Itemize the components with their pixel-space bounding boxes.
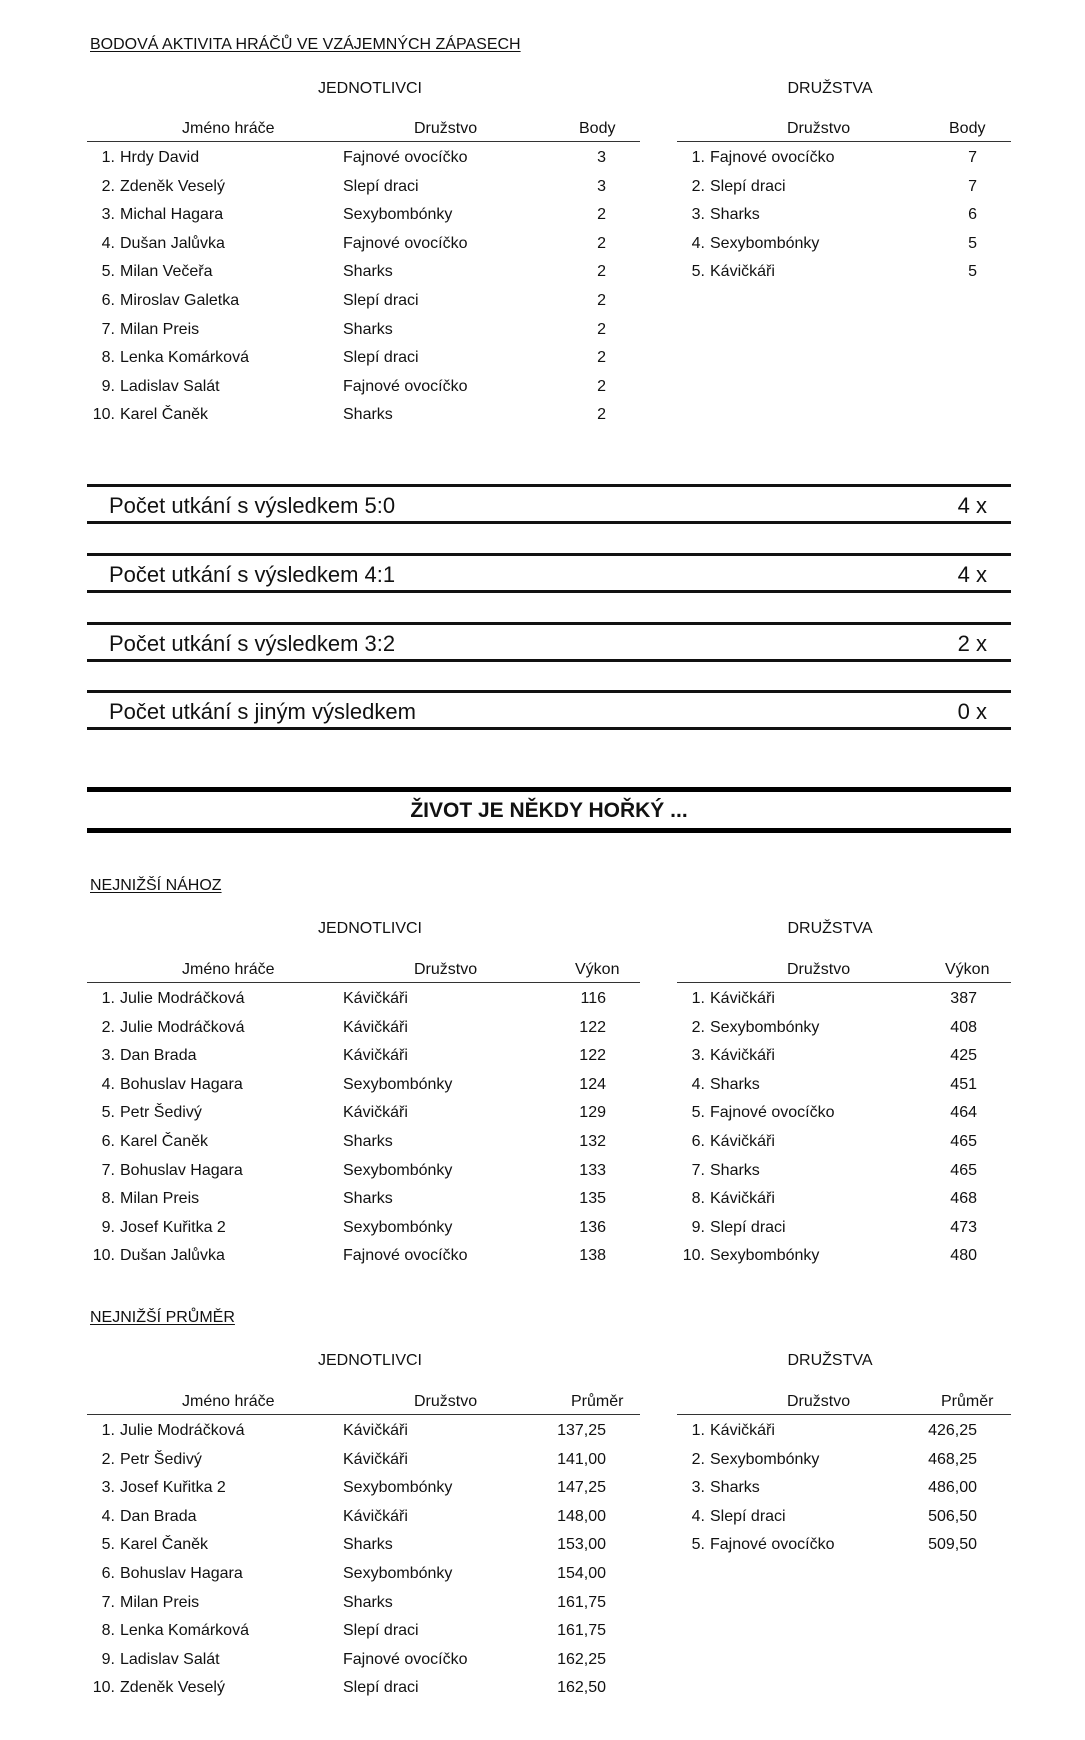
- rank: 10.: [92, 1679, 115, 1697]
- col-team: Družstvo: [414, 961, 478, 978]
- team-name: Sexybombónky: [343, 1161, 453, 1179]
- team-name: Fajnové ovocíčko: [343, 234, 468, 252]
- result-count-5-0: [87, 484, 1011, 524]
- value: 425: [950, 1047, 977, 1065]
- value: 124: [579, 1075, 606, 1093]
- table-row: [677, 1100, 1011, 1129]
- table-row: [677, 1043, 1011, 1072]
- team-name: Slepí draci: [343, 292, 419, 309]
- value: 7: [968, 149, 977, 166]
- player-name: Petr Šedivý: [120, 1104, 202, 1122]
- player-name: Julie Modráčková: [120, 1018, 245, 1036]
- value: 154,00: [557, 1565, 606, 1582]
- rank: 5.: [101, 263, 115, 281]
- team-name: Kávičkáři: [343, 1422, 408, 1439]
- col-team: Družstvo: [787, 1393, 851, 1410]
- points-individuals-table: [87, 118, 640, 438]
- team-name: Fajnové ovocíčko: [343, 149, 468, 166]
- result-count-4-1: [87, 553, 1011, 593]
- team-name: Fajnové ovocíčko: [710, 149, 835, 166]
- rank: 9.: [101, 1650, 115, 1668]
- rank: 4.: [101, 234, 115, 252]
- table-row: [677, 1243, 1011, 1272]
- team-name: Slepí draci: [343, 1622, 419, 1640]
- rank: 8.: [101, 1190, 115, 1208]
- player-name: Lenka Komárková: [120, 349, 249, 367]
- col-points: Body: [579, 120, 616, 137]
- value: 116: [580, 990, 606, 1007]
- value: 122: [579, 1047, 606, 1065]
- section-title-lowest-throw: NEJNIŽŠÍ NÁHOZ: [90, 877, 222, 894]
- table-row: [87, 1215, 640, 1244]
- table-row: [677, 1532, 1011, 1561]
- value: 3: [597, 177, 606, 195]
- rank: 1.: [691, 149, 705, 166]
- team-name: Kávičkáři: [343, 1047, 408, 1065]
- individuals-heading: JEDNOTLIVCI: [317, 920, 422, 937]
- team-name: Sharks: [343, 406, 393, 424]
- team-name: Sexybombónky: [710, 1450, 820, 1468]
- table-row: [87, 345, 640, 374]
- rank: 3.: [691, 1479, 705, 1497]
- table-row: [677, 1186, 1011, 1215]
- rank: 2.: [101, 1450, 115, 1468]
- table-row: [87, 288, 640, 317]
- table-row: [87, 317, 640, 346]
- team-name: Sharks: [343, 320, 393, 338]
- value: 7: [968, 177, 977, 195]
- col-team: Družstvo: [414, 1393, 478, 1410]
- team-name: Sharks: [343, 1536, 393, 1554]
- rank: 2.: [691, 177, 705, 195]
- rank: 6.: [101, 292, 115, 309]
- rank: 8.: [101, 349, 115, 367]
- table-header: [87, 959, 640, 983]
- team-name: Sexybombónky: [343, 1565, 453, 1582]
- player-name: Dan Brada: [120, 1507, 197, 1525]
- player-name: Ladislav Salát: [120, 1650, 220, 1668]
- team-name: Slepí draci: [710, 177, 786, 195]
- team-name: Sexybombónky: [343, 1075, 453, 1093]
- rank: 4.: [691, 1075, 705, 1093]
- result-count: 4 x: [957, 562, 987, 587]
- value: 162,25: [557, 1650, 606, 1668]
- rank: 7.: [691, 1161, 705, 1179]
- teams-heading: DRUŽSTVA: [787, 80, 873, 97]
- team-name: Kávičkáři: [343, 1507, 408, 1525]
- value: 161,75: [557, 1593, 606, 1611]
- value: 468: [950, 1190, 977, 1208]
- rank: 5.: [691, 1536, 705, 1554]
- team-name: Kávičkáři: [710, 263, 775, 281]
- team-name: Kávičkáři: [343, 1450, 408, 1468]
- table-row: [87, 1561, 640, 1590]
- rank: 2.: [101, 1018, 115, 1036]
- rank: 3.: [691, 1047, 705, 1065]
- result-count: 4 x: [957, 493, 987, 518]
- team-name: Sharks: [710, 206, 760, 224]
- table-row: [677, 1215, 1011, 1244]
- player-name: Dušan Jalůvka: [120, 234, 225, 252]
- result-count-3-2: [87, 622, 1011, 662]
- player-name: Josef Kuřitka 2: [120, 1218, 226, 1236]
- value: 426,25: [928, 1422, 977, 1439]
- table-row: [87, 402, 640, 431]
- value: 2: [597, 263, 606, 281]
- col-average: Průměr: [571, 1393, 624, 1410]
- value: 486,00: [928, 1479, 977, 1497]
- result-label: Počet utkání s výsledkem 4:1: [109, 562, 396, 587]
- rank: 9.: [101, 1218, 115, 1236]
- col-team: Družstvo: [787, 120, 851, 137]
- rank: 9.: [691, 1218, 705, 1236]
- result-label: Počet utkání s výsledkem 5:0: [109, 493, 396, 518]
- rank: 7.: [101, 320, 115, 338]
- team-name: Sharks: [343, 263, 393, 281]
- value: 2: [597, 320, 606, 338]
- value: 137,25: [557, 1422, 606, 1439]
- rank: 3.: [101, 206, 115, 224]
- table-row: [87, 1590, 640, 1619]
- value: 148,00: [557, 1507, 606, 1525]
- table-row: [87, 1100, 640, 1129]
- rank: 10.: [92, 1247, 115, 1265]
- result-count: 0 x: [957, 699, 987, 724]
- table-row: [87, 1675, 640, 1704]
- lowest-average-teams-table: [677, 1391, 1011, 1591]
- col-team: Družstvo: [787, 961, 851, 978]
- col-player-name: Jméno hráče: [182, 961, 275, 978]
- value: 147,25: [557, 1479, 606, 1497]
- banner: [87, 787, 1011, 833]
- rank: 5.: [691, 263, 705, 281]
- team-name: Sharks: [710, 1075, 760, 1093]
- rank: 1.: [101, 149, 115, 166]
- rank: 1.: [691, 1422, 705, 1439]
- team-name: Kávičkáři: [343, 1104, 408, 1122]
- table-row: [677, 1504, 1011, 1533]
- team-name: Sexybombónky: [343, 1479, 453, 1497]
- table-row: [87, 231, 640, 260]
- rank: 2.: [691, 1018, 705, 1036]
- value: 451: [950, 1075, 977, 1093]
- value: 464: [950, 1104, 977, 1122]
- table-row: [677, 202, 1011, 231]
- value: 2: [597, 206, 606, 224]
- player-name: Dušan Jalůvka: [120, 1247, 225, 1265]
- table-row: [677, 259, 1011, 288]
- player-name: Hrdy David: [120, 149, 200, 166]
- table-row: [87, 1532, 640, 1561]
- player-name: Zdeněk Veselý: [120, 177, 225, 195]
- individuals-heading: JEDNOTLIVCI: [317, 1352, 422, 1369]
- table-row: [87, 1647, 640, 1676]
- value: 509,50: [928, 1536, 977, 1554]
- team-name: Sharks: [710, 1479, 760, 1497]
- table-row: [87, 1072, 640, 1101]
- player-name: Miroslav Galetka: [120, 292, 240, 309]
- table-row: [677, 231, 1011, 260]
- lowest-throw-individuals-table: [87, 959, 640, 1279]
- table-row: [677, 1072, 1011, 1101]
- player-name: Dan Brada: [120, 1047, 197, 1065]
- value: 2: [597, 377, 606, 395]
- team-name: Kávičkáři: [343, 1018, 408, 1036]
- value: 136: [579, 1218, 606, 1236]
- result-label: Počet utkání s výsledkem 3:2: [109, 631, 396, 656]
- banner-text: ŽIVOT JE NĚKDY HOŘKÝ ...: [410, 799, 688, 822]
- table-row: [87, 986, 640, 1015]
- result-count: 2 x: [957, 631, 987, 656]
- player-name: Josef Kuřitka 2: [120, 1479, 226, 1497]
- value: 465: [950, 1161, 977, 1179]
- table-row: [87, 1129, 640, 1158]
- player-name: Lenka Komárková: [120, 1622, 249, 1640]
- table-row: [87, 1043, 640, 1072]
- rank: 4.: [691, 1507, 705, 1525]
- table-row: [87, 374, 640, 403]
- team-name: Slepí draci: [343, 349, 419, 367]
- section-title-points: BODOVÁ AKTIVITA HRÁČŮ VE VZÁJEMNÝCH ZÁPASECH: [90, 36, 521, 53]
- rank: 5.: [101, 1104, 115, 1122]
- team-name: Sharks: [343, 1593, 393, 1611]
- rank: 3.: [691, 206, 705, 224]
- table-row: [87, 1618, 640, 1647]
- rank: 1.: [691, 990, 705, 1007]
- table-row: [677, 174, 1011, 203]
- rank: 6.: [691, 1133, 705, 1150]
- rank: 2.: [691, 1450, 705, 1468]
- table-header: [87, 118, 640, 142]
- player-name: Milan Preis: [120, 1593, 200, 1611]
- player-name: Michal Hagara: [120, 206, 224, 224]
- table-row: [87, 1243, 640, 1272]
- team-name: Fajnové ovocíčko: [343, 1247, 468, 1265]
- player-name: Bohuslav Hagara: [120, 1565, 243, 1582]
- value: 2: [597, 349, 606, 367]
- team-name: Kávičkáři: [710, 1133, 775, 1150]
- team-name: Sharks: [343, 1133, 393, 1150]
- table-row: [87, 1475, 640, 1504]
- table-row: [87, 1015, 640, 1044]
- team-name: Slepí draci: [343, 177, 419, 195]
- team-name: Fajnové ovocíčko: [710, 1536, 835, 1554]
- rank: 4.: [101, 1075, 115, 1093]
- rank: 1.: [101, 990, 115, 1007]
- rank: 7.: [101, 1161, 115, 1179]
- col-average: Průměr: [941, 1393, 994, 1410]
- value: 2: [597, 234, 606, 252]
- table-row: [87, 174, 640, 203]
- table-header: [677, 959, 1011, 983]
- value: 408: [950, 1018, 977, 1036]
- value: 506,50: [928, 1507, 977, 1525]
- player-name: Karel Čaněk: [120, 1536, 209, 1554]
- team-name: Sexybombónky: [710, 1247, 820, 1265]
- team-name: Sharks: [710, 1161, 760, 1179]
- player-name: Petr Šedivý: [120, 1450, 202, 1468]
- player-name: Bohuslav Hagara: [120, 1075, 243, 1093]
- value: 135: [579, 1190, 606, 1208]
- col-points: Body: [949, 120, 986, 137]
- team-name: Fajnové ovocíčko: [710, 1104, 835, 1122]
- value: 133: [579, 1161, 606, 1179]
- team-name: Slepí draci: [343, 1679, 419, 1697]
- rank: 9.: [101, 377, 115, 395]
- table-row: [87, 259, 640, 288]
- value: 129: [579, 1104, 606, 1122]
- teams-heading: DRUŽSTVA: [787, 1352, 873, 1369]
- individuals-heading: JEDNOTLIVCI: [317, 80, 422, 97]
- col-score: Výkon: [575, 961, 620, 978]
- table-row: [677, 1158, 1011, 1187]
- value: 387: [950, 990, 977, 1007]
- table-row: [87, 1158, 640, 1187]
- rank: 7.: [101, 1593, 115, 1611]
- result-label: Počet utkání s jiným výsledkem: [109, 699, 416, 724]
- team-name: Kávičkáři: [710, 990, 775, 1007]
- team-name: Slepí draci: [710, 1218, 786, 1236]
- table-row: [677, 1418, 1011, 1447]
- table-row: [677, 1015, 1011, 1044]
- table-row: [677, 1447, 1011, 1476]
- player-name: Milan Večeřa: [120, 263, 213, 281]
- table-header: [677, 118, 1011, 142]
- team-name: Fajnové ovocíčko: [343, 377, 468, 395]
- rank: 3.: [101, 1047, 115, 1065]
- value: 480: [950, 1247, 977, 1265]
- player-name: Ladislav Salát: [120, 377, 220, 395]
- player-name: Bohuslav Hagara: [120, 1161, 243, 1179]
- player-name: Milan Preis: [120, 1190, 200, 1208]
- table-row: [87, 202, 640, 231]
- team-name: Kávičkáři: [710, 1190, 775, 1208]
- lowest-average-individuals-table: [87, 1391, 640, 1711]
- value: 3: [597, 149, 606, 166]
- value: 6: [968, 206, 977, 224]
- team-name: Kávičkáři: [343, 990, 408, 1007]
- value: 5: [968, 263, 977, 281]
- section-title-lowest-average: NEJNIŽŠÍ PRŮMĚR: [90, 1309, 235, 1326]
- table-row: [87, 1447, 640, 1476]
- table-row: [677, 1129, 1011, 1158]
- rank: 5.: [691, 1104, 705, 1122]
- value: 465: [950, 1133, 977, 1150]
- value: 122: [579, 1018, 606, 1036]
- team-name: Fajnové ovocíčko: [343, 1650, 468, 1668]
- col-team: Družstvo: [414, 120, 478, 137]
- table-row: [677, 986, 1011, 1015]
- rank: 2.: [101, 177, 115, 195]
- lowest-throw-teams-table: [677, 959, 1011, 1279]
- rank: 10.: [682, 1247, 705, 1265]
- team-name: Sexybombónky: [343, 206, 453, 224]
- points-teams-table: [677, 118, 1011, 318]
- col-score: Výkon: [945, 961, 990, 978]
- value: 161,75: [557, 1622, 606, 1640]
- table-header: [87, 1391, 640, 1415]
- value: 2: [597, 292, 606, 309]
- rank: 4.: [101, 1507, 115, 1525]
- value: 5: [968, 234, 977, 252]
- table-header: [677, 1391, 1011, 1415]
- value: 162,50: [557, 1679, 606, 1697]
- team-name: Kávičkáři: [710, 1047, 775, 1065]
- player-name: Julie Modráčková: [120, 1422, 245, 1439]
- player-name: Karel Čaněk: [120, 1133, 209, 1150]
- value: 153,00: [557, 1536, 606, 1554]
- rank: 6.: [101, 1565, 115, 1582]
- table-row: [677, 1475, 1011, 1504]
- col-player-name: Jméno hráče: [182, 1393, 275, 1410]
- rank: 3.: [101, 1479, 115, 1497]
- team-name: Slepí draci: [710, 1507, 786, 1525]
- value: 468,25: [928, 1450, 977, 1468]
- team-name: Sharks: [343, 1190, 393, 1208]
- result-count-other: [87, 690, 1011, 730]
- table-row: [87, 145, 640, 174]
- table-row: [87, 1186, 640, 1215]
- rank: 10.: [92, 406, 115, 424]
- teams-heading: DRUŽSTVA: [787, 920, 873, 937]
- player-name: Zdeněk Veselý: [120, 1679, 225, 1697]
- team-name: Sexybombónky: [343, 1218, 453, 1236]
- value: 141,00: [557, 1450, 606, 1468]
- table-row: [87, 1418, 640, 1447]
- rank: 8.: [691, 1190, 705, 1208]
- rank: 4.: [691, 234, 705, 252]
- player-name: Karel Čaněk: [120, 406, 209, 424]
- value: 2: [597, 406, 606, 424]
- value: 473: [950, 1218, 977, 1236]
- col-player-name: Jméno hráče: [182, 120, 275, 137]
- rank: 5.: [101, 1536, 115, 1554]
- table-row: [87, 1504, 640, 1533]
- rank: 6.: [101, 1133, 115, 1150]
- rank: 1.: [101, 1422, 115, 1439]
- team-name: Sexybombónky: [710, 1018, 820, 1036]
- table-row: [677, 145, 1011, 174]
- team-name: Kávičkáři: [710, 1422, 775, 1439]
- player-name: Julie Modráčková: [120, 990, 245, 1007]
- value: 132: [579, 1133, 606, 1150]
- value: 138: [579, 1247, 606, 1265]
- rank: 8.: [101, 1622, 115, 1640]
- team-name: Sexybombónky: [710, 234, 820, 252]
- player-name: Milan Preis: [120, 320, 200, 338]
